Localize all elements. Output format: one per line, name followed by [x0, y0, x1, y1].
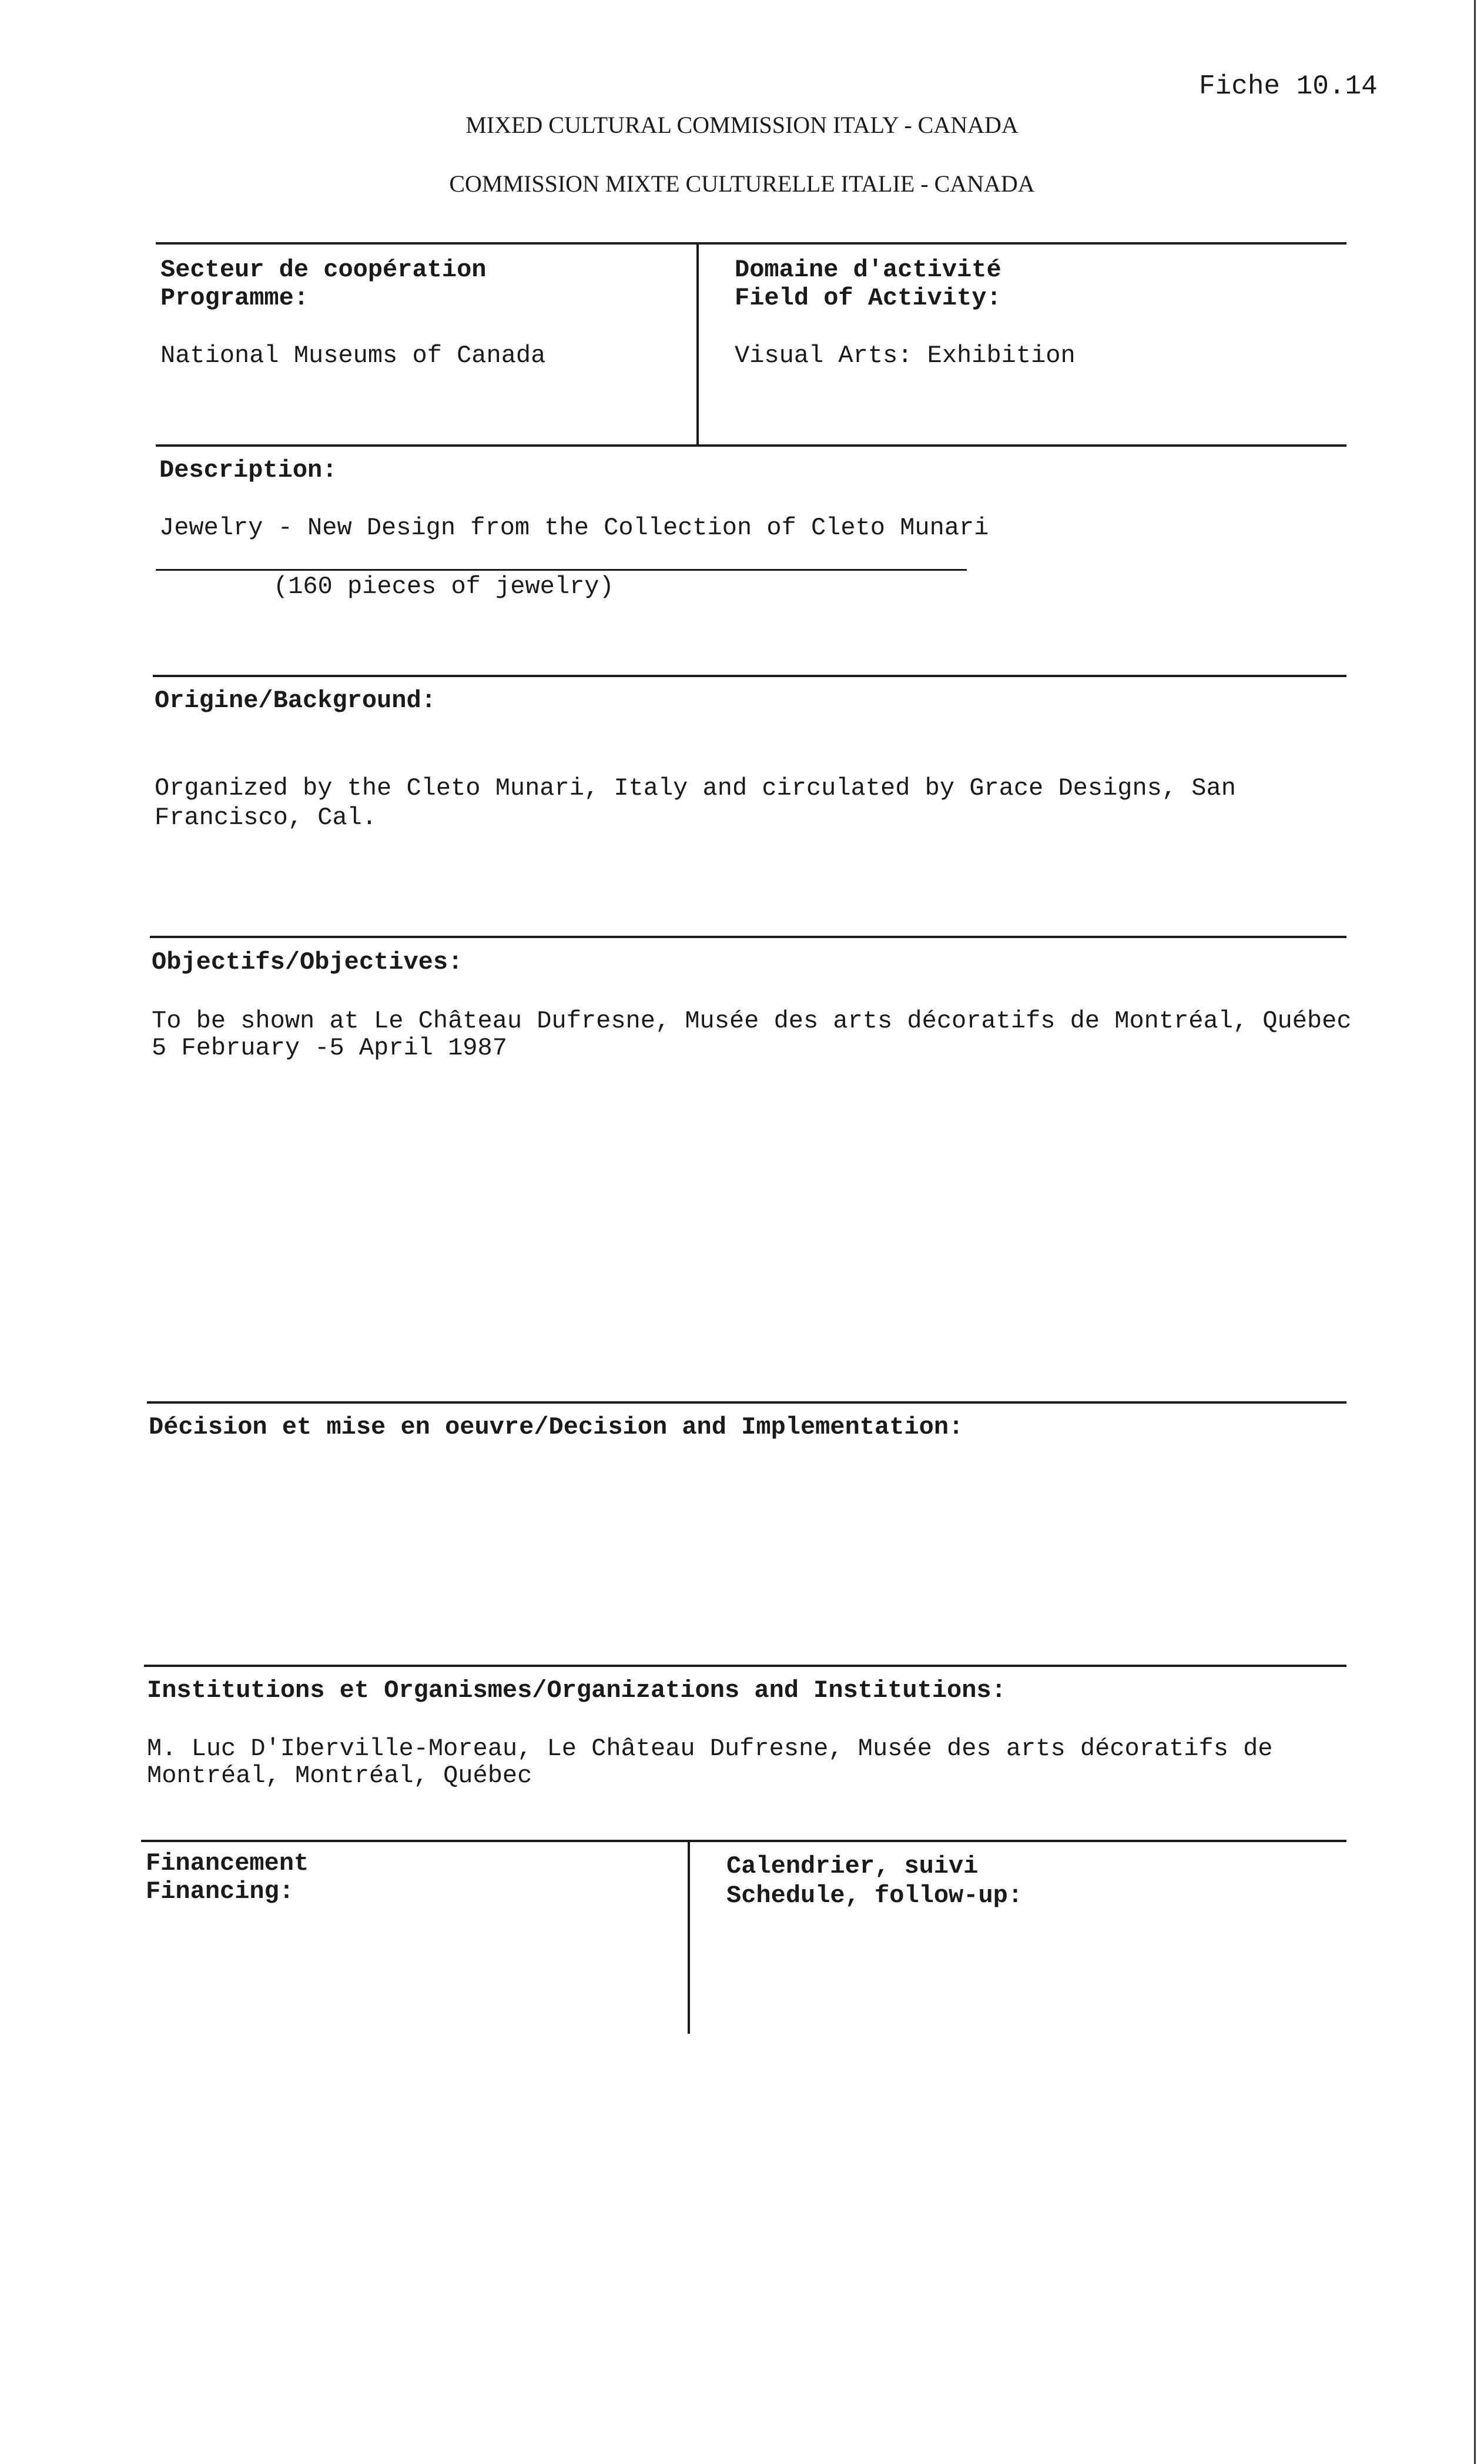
- title-french: COMMISSION MIXTE CULTURELLE ITALIE - CANADA: [449, 170, 1035, 197]
- description-label: Description:: [159, 456, 337, 484]
- schedule-label-en: Schedule, follow-up:: [726, 1882, 1023, 1910]
- description-line-1: Jewelry - New Design from the Collection of Cleto Munari: [159, 514, 989, 542]
- financing-label-fr: Financement: [146, 1849, 309, 1877]
- background-line-1: Organized by the Cleto Munari, Italy and circulated by Grace Designs, San: [155, 774, 1236, 802]
- divider-vertical-top: [696, 243, 699, 446]
- financing-label-en: Financing:: [146, 1877, 294, 1906]
- divider-vertical-bottom: [688, 1841, 690, 2034]
- field-label-fr: Domaine d'activité: [735, 256, 1001, 284]
- divider-decision: [147, 1401, 1346, 1404]
- background-label: Origine/Background:: [155, 687, 436, 715]
- fiche-number: Fiche 10.14: [1199, 71, 1378, 102]
- background-line-2: Francisco, Cal.: [155, 804, 377, 832]
- description-line-2: (160 pieces of jewelry): [273, 573, 614, 601]
- program-label-fr: Secteur de coopération: [160, 256, 487, 284]
- program-value: National Museums of Canada: [160, 342, 546, 370]
- divider-objectives: [150, 936, 1346, 938]
- institutions-label: Institutions et Organismes/Organizations and Institutions:: [147, 1676, 1006, 1705]
- program-label-en: Programme:: [160, 284, 309, 312]
- divider-institutions: [144, 1665, 1346, 1667]
- institutions-line-1: M. Luc D'Iberville-Moreau, Le Château Dufresne, Musée des arts décoratifs de: [147, 1735, 1273, 1763]
- divider-bottom: [141, 1840, 1346, 1842]
- divider-top: [156, 242, 1346, 245]
- divider-background: [153, 675, 1346, 677]
- objectives-line-2: 5 February -5 April 1987: [152, 1034, 507, 1062]
- schedule-label-fr: Calendrier, suivi: [726, 1852, 979, 1880]
- decision-label: Décision et mise en oeuvre/Decision and Implementation:: [149, 1413, 964, 1441]
- description-underline: [156, 569, 967, 571]
- objectives-line-1: To be shown at Le Château Dufresne, Musée des arts décoratifs de Montréal, Québec: [152, 1007, 1352, 1035]
- field-label-en: Field of Activity:: [735, 284, 1001, 312]
- title-english: MIXED CULTURAL COMMISSION ITALY - CANADA: [465, 112, 1019, 138]
- field-value: Visual Arts: Exhibition: [735, 342, 1076, 370]
- divider-description: [156, 444, 1346, 447]
- scan-edge-line: [1474, 0, 1476, 2464]
- institutions-line-2: Montréal, Montréal, Québec: [147, 1762, 532, 1790]
- objectives-label: Objectifs/Objectives:: [152, 948, 463, 976]
